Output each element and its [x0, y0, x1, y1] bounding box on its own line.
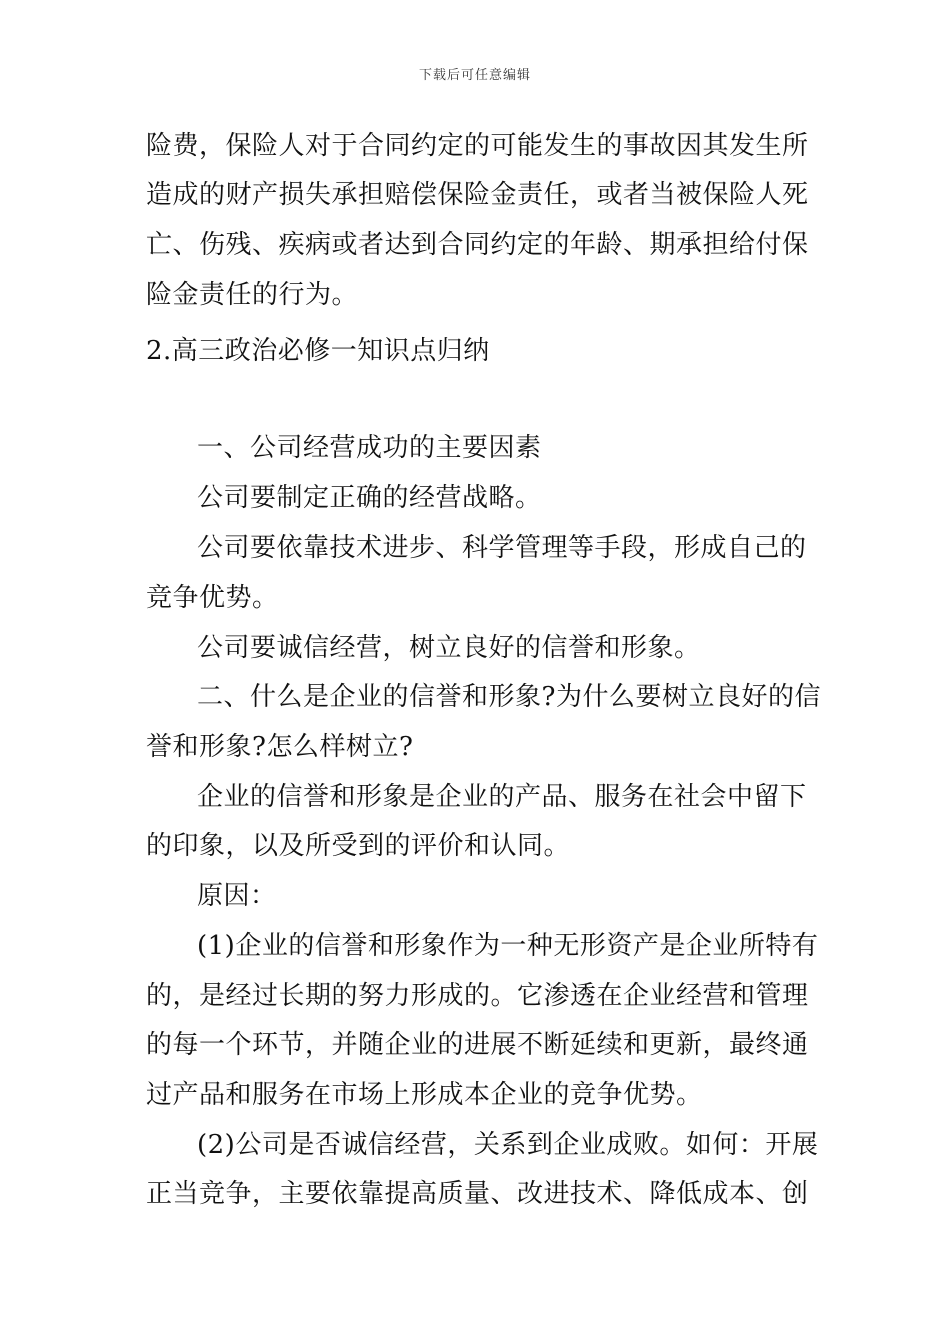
paragraph-line: (1)企业的信誉和形象作为一种无形资产是企业所特有 [197, 931, 819, 961]
paragraph-line: (2)公司是否诚信经营，关系到企业成败。如何：开展 [197, 1130, 819, 1160]
paragraph-line: 亡、伤残、疾病或者达到合同约定的年龄、期承担给付保 [146, 230, 809, 260]
subsection-heading: 二、什么是企业的信誉和形象?为什么要树立良好的信 [197, 682, 821, 712]
paragraph-line: 公司要诚信经营，树立良好的信誉和形象。 [197, 633, 701, 663]
paragraph-line: 公司要依靠技术进步、科学管理等手段，形成自己的 [197, 533, 807, 563]
section-heading: 2.高三政治必修一知识点归纳 [146, 336, 490, 366]
subsection-heading: 一、公司经营成功的主要因素 [197, 433, 542, 463]
paragraph-line: 的每一个环节，并随企业的进展不断延续和更新，最终通 [146, 1030, 809, 1060]
paragraph-line: 的，是经过长期的努力形成的。它渗透在企业经营和管理 [146, 981, 809, 1011]
subsection-heading-continued: 誉和形象?怎么样树立? [146, 732, 414, 762]
paragraph-line: 险费，保险人对于合同约定的可能发生的事故因其发生所 [146, 131, 809, 161]
page-header: 下载后可任意编辑 [418, 68, 531, 83]
paragraph-line: 原因： [197, 881, 277, 911]
paragraph-line: 的印象，以及所受到的评价和认同。 [146, 831, 571, 861]
paragraph-line: 公司要制定正确的经营战略。 [197, 483, 542, 513]
paragraph-line: 竞争优势。 [146, 583, 279, 613]
paragraph-line: 过产品和服务在市场上形成本企业的竞争优势。 [146, 1080, 703, 1110]
paragraph-line: 造成的财产损失承担赔偿保险金责任，或者当被保险人死 [146, 180, 809, 210]
paragraph-line: 企业的信誉和形象是企业的产品、服务在社会中留下 [197, 782, 807, 812]
paragraph-line: 险金责任的行为。 [146, 280, 359, 310]
paragraph-line: 正当竞争，主要依靠提高质量、改进技术、降低成本、创 [146, 1179, 809, 1209]
